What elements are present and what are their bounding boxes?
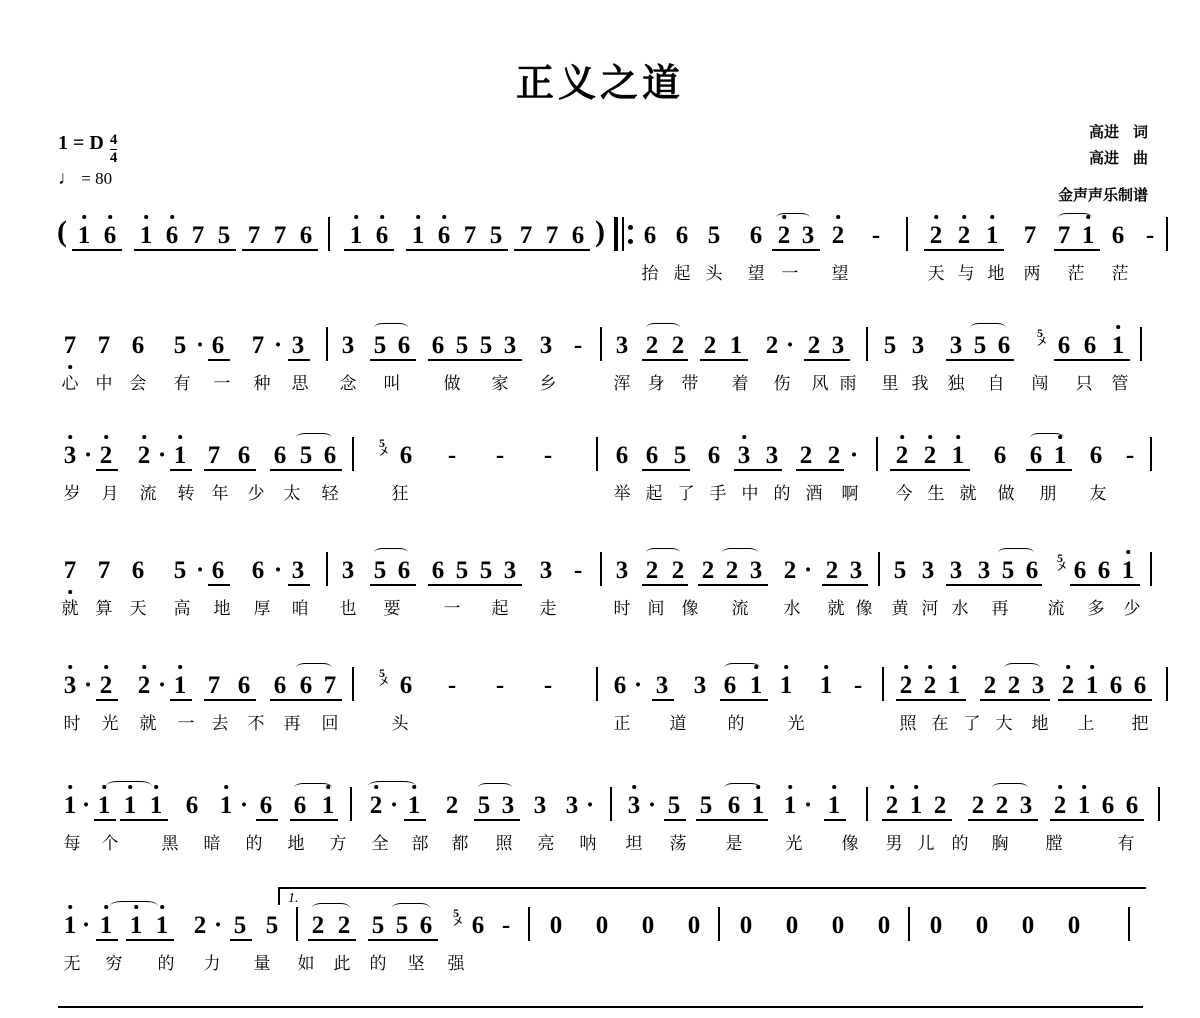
lyricist-credit: 高进 词: [1088, 124, 1148, 141]
system-6-lyrics: 每 个 黑 暗 的 地 方 全 部 都 照 亮 呐 坦 荡 是 光 像 男 儿 的 胸 膛 有: [63, 834, 1135, 853]
system-6-notes: 1 · 1 1 1 6 1 · 6 6 1 2 · 1 2 5 3 3 3 · 3 · 5 5 6 1 1 · 1 2 1 2 2 2 3 2 1 6 6: [0, 785, 1200, 831]
system-1: [0, 215, 1200, 295]
key-signature-block: [58, 132, 117, 166]
system-3-lyrics: 岁 月 流 转 年 少 太 轻 狂 举 起 了 手 中 的 酒 啊 今 生 就 做 朋 友: [63, 484, 1107, 503]
system-7: [0, 891, 1200, 985]
footer-rule: [58, 1006, 1143, 1008]
quarter-note-icon: ♩: [58, 168, 77, 189]
page-title: 正义之道: [515, 63, 684, 105]
system-5: [0, 665, 1200, 745]
repeat-start-thick-bar: [614, 217, 618, 251]
system-3: [0, 435, 1200, 515]
tempo-value: = 80: [81, 169, 113, 188]
system-4-notes: 7 7 6 5 · 6 6 · 3 3 5 6 6 5 5 3 3 - 3 2 2 2 2 3 2 · 2 3 5 3 3 3 5 6 5 〤 6 6 1: [0, 550, 1200, 596]
time-signature-denominator: 4: [109, 150, 118, 166]
system-2-notes: 7 7 6 5 · 6 7 · 3 3 5 6 6 5 5 3 3 - 3 2 2 2 1 2 · 2 3 5 3 3 5 6 5 〤 6 6 1: [0, 325, 1200, 371]
system-2: [0, 325, 1200, 405]
tempo-marking: [58, 168, 112, 190]
system-2-lyrics: 心 中 会 有 一 种 思 念 叫 做 家 乡 浑 身 带 着 伤 风 雨 里 我 独 自 闯 只 管: [61, 374, 1129, 393]
system-7-lyrics: 无 穷 的 力 量 如 此 的 坚 强: [63, 954, 465, 973]
system-7-notes: 1 · 1 1 1 2 · 5 5 2 2 5 5 6 5 〤 6 - 0 0 0 0 0 0 0 0 0 0 0 0: [0, 905, 1200, 951]
composer-credit: 高进 曲: [1088, 150, 1148, 168]
producer-credit: 金声声乐制谱: [1057, 186, 1148, 204]
system-5-lyrics: 时 光 就 一 去 不 再 回 头 正 道 的 光 照 在 了 大 地 上 把: [63, 714, 1149, 733]
system-4-lyrics: 就 算 天 高 地 厚 咱 也 要 一 起 走 时 间 像 流 水 就 像 黄 河 水 再 流 多 少: [61, 599, 1141, 618]
system-3-notes: 3 · 2 2 · 1 7 6 6 5 6 5 〤 6 - - - 6 6 5 6 3 3 2 2 · 2 2 1 6 6 1 6 -: [0, 435, 1200, 481]
system-4: [0, 550, 1200, 630]
intro-close-paren: ): [595, 215, 605, 248]
credits-block: [1058, 120, 1148, 209]
system-5-notes: 3 · 2 2 · 1 7 6 6 6 7 5 〤 6 - - - 6 · 3 3 6 1 1 1 - 2 2 1 2 2 3 2 1 6 6: [0, 665, 1200, 711]
time-signature: [110, 133, 118, 166]
system-1-notes: ( 1 6 1 6 7 5 7 7 6 1 6 1 6 7 5 7 7 6 ) 6 6 5 6 2 3 2 - 2 2 1 7 7 1 6 -: [0, 215, 1200, 261]
system-6: [0, 785, 1200, 865]
intro-open-paren: (: [57, 215, 67, 248]
repeat-start-thin-bar: [622, 217, 624, 251]
volta-label: 1.: [288, 891, 299, 906]
system-1-lyrics: 抬 起 头 望 一 望 天 与 地 两 茫 茫: [641, 264, 1129, 283]
time-signature-numerator: 4: [109, 132, 118, 148]
key-label: 1 = D: [58, 132, 104, 154]
